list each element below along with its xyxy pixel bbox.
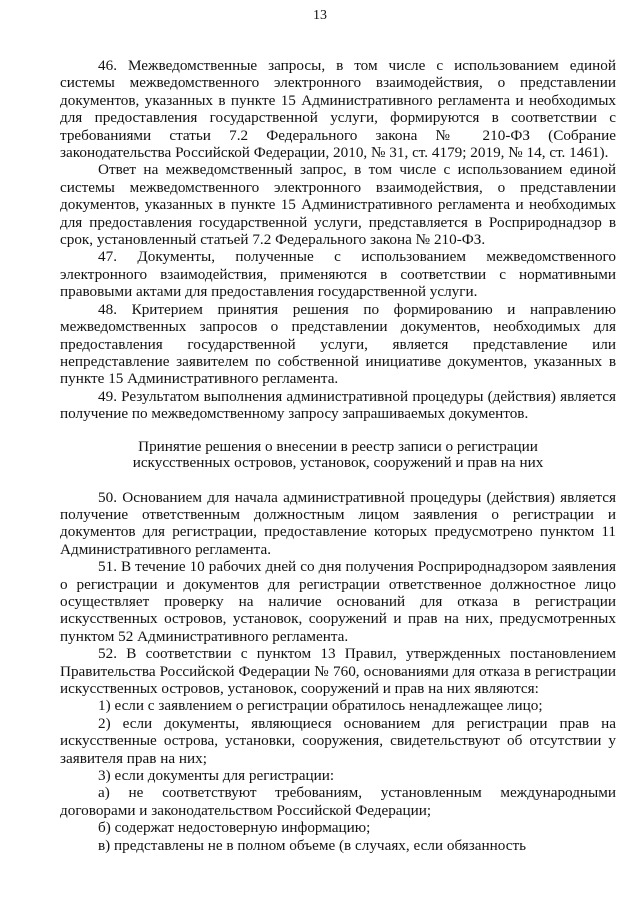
section-heading	[60, 439, 616, 471]
paragraph-47: 47. Документы, полученные с использованием межведомственного электронного взаимодействия, применяются в соответствии с нормативными правовыми актами для предоставления государственной услуги.	[60, 248, 616, 301]
sub-item-b: б) содержат недостоверную информацию;	[98, 819, 371, 837]
document-body	[60, 57, 616, 854]
page-number: 13	[313, 8, 327, 23]
list-item-3: 3) если документы для регистрации:	[98, 767, 335, 785]
paragraph-48: 48. Критерием принятия решения по формированию и направлению межведомственных запросов о представлении документов, необходимых для предоставления государственной услуги, является представление или непредставление заявителем по собственной инициативе документов, указанных в пункте 15 Административного регламента.	[60, 300, 616, 388]
paragraph-50: 50. Основанием для начала административной процедуры (действия) является получение ответственным должностным лицом заявления о регистрации и документов для регистрации, предоставление которых предусмотрено пунктом 11 Административного регламента.	[60, 488, 616, 558]
list-item-1: 1) если с заявлением о регистрации обратилось ненадлежащее лицо;	[98, 697, 543, 715]
paragraph-51: 51. В течение 10 рабочих дней со дня получения Росприроднадзором заявления о регистрации и документов для регистрации ответственное должностное лицо осуществляет проверку на наличие оснований для отказа в регистрации искусственных островов, установок, сооружений и прав на них, предусмотренных пунктом 52 Административного регламента.	[60, 558, 616, 645]
paragraph-49: 49. Результатом выполнения административной процедуры (действия) является получение по межведомственному запросу запрашиваемых документов.	[60, 387, 616, 423]
sub-item-a: а) не соответствуют требованиям, установленным международными договорами и законодательством Российской Федерации;	[60, 784, 616, 819]
paragraph-46: 46. Межведомственные запросы, в том числе с использованием единой системы межведомственного электронного взаимодействия, о представлении документов, указанных в пункте 15 Административного регламента и необходимых для предоставления государственной услуги, формируются в соответствии с требованиями статьи 7.2 Федерального закона № 210-ФЗ (Собрание законодательства Российской Федерации, 2010, № 31, ст. 4179; 2019, № 14, ст. 1461).	[60, 57, 616, 162]
paragraph-52: 52. В соответствии с пунктом 13 Правил, утвержденных постановлением Правительства Российской Федерации № 760, основаниями для отказа в регистрации искусственных островов, установок, сооружений и прав на них являются:	[60, 645, 616, 697]
list-item-2: 2) если документы, являющиеся основанием для регистрации прав на искусственные острова, установки, сооружения, свидетельствуют об отсутствии у заявителя прав на них;	[60, 714, 616, 767]
section-heading-line-2: искусственных островов, установок, сооружений и прав на них	[132, 453, 544, 471]
section-heading-line-1: Принятие решения о внесении в реестр записи о регистрации	[138, 437, 538, 455]
paragraph-46-response: Ответ на межведомственный запрос, в том числе с использованием единой системы межведомственного электронного взаимодействия, о представлении документов, указанных в пункте 15 Административного регламента и необходимых для предоставления государственной услуги, представляется в Росприроднадзор в срок, установленный статьей 7.2 Федерального закона № 210-ФЗ.	[60, 161, 616, 249]
sub-item-v: в) представлены не в полном объеме (в случаях, если обязанность	[98, 836, 527, 854]
